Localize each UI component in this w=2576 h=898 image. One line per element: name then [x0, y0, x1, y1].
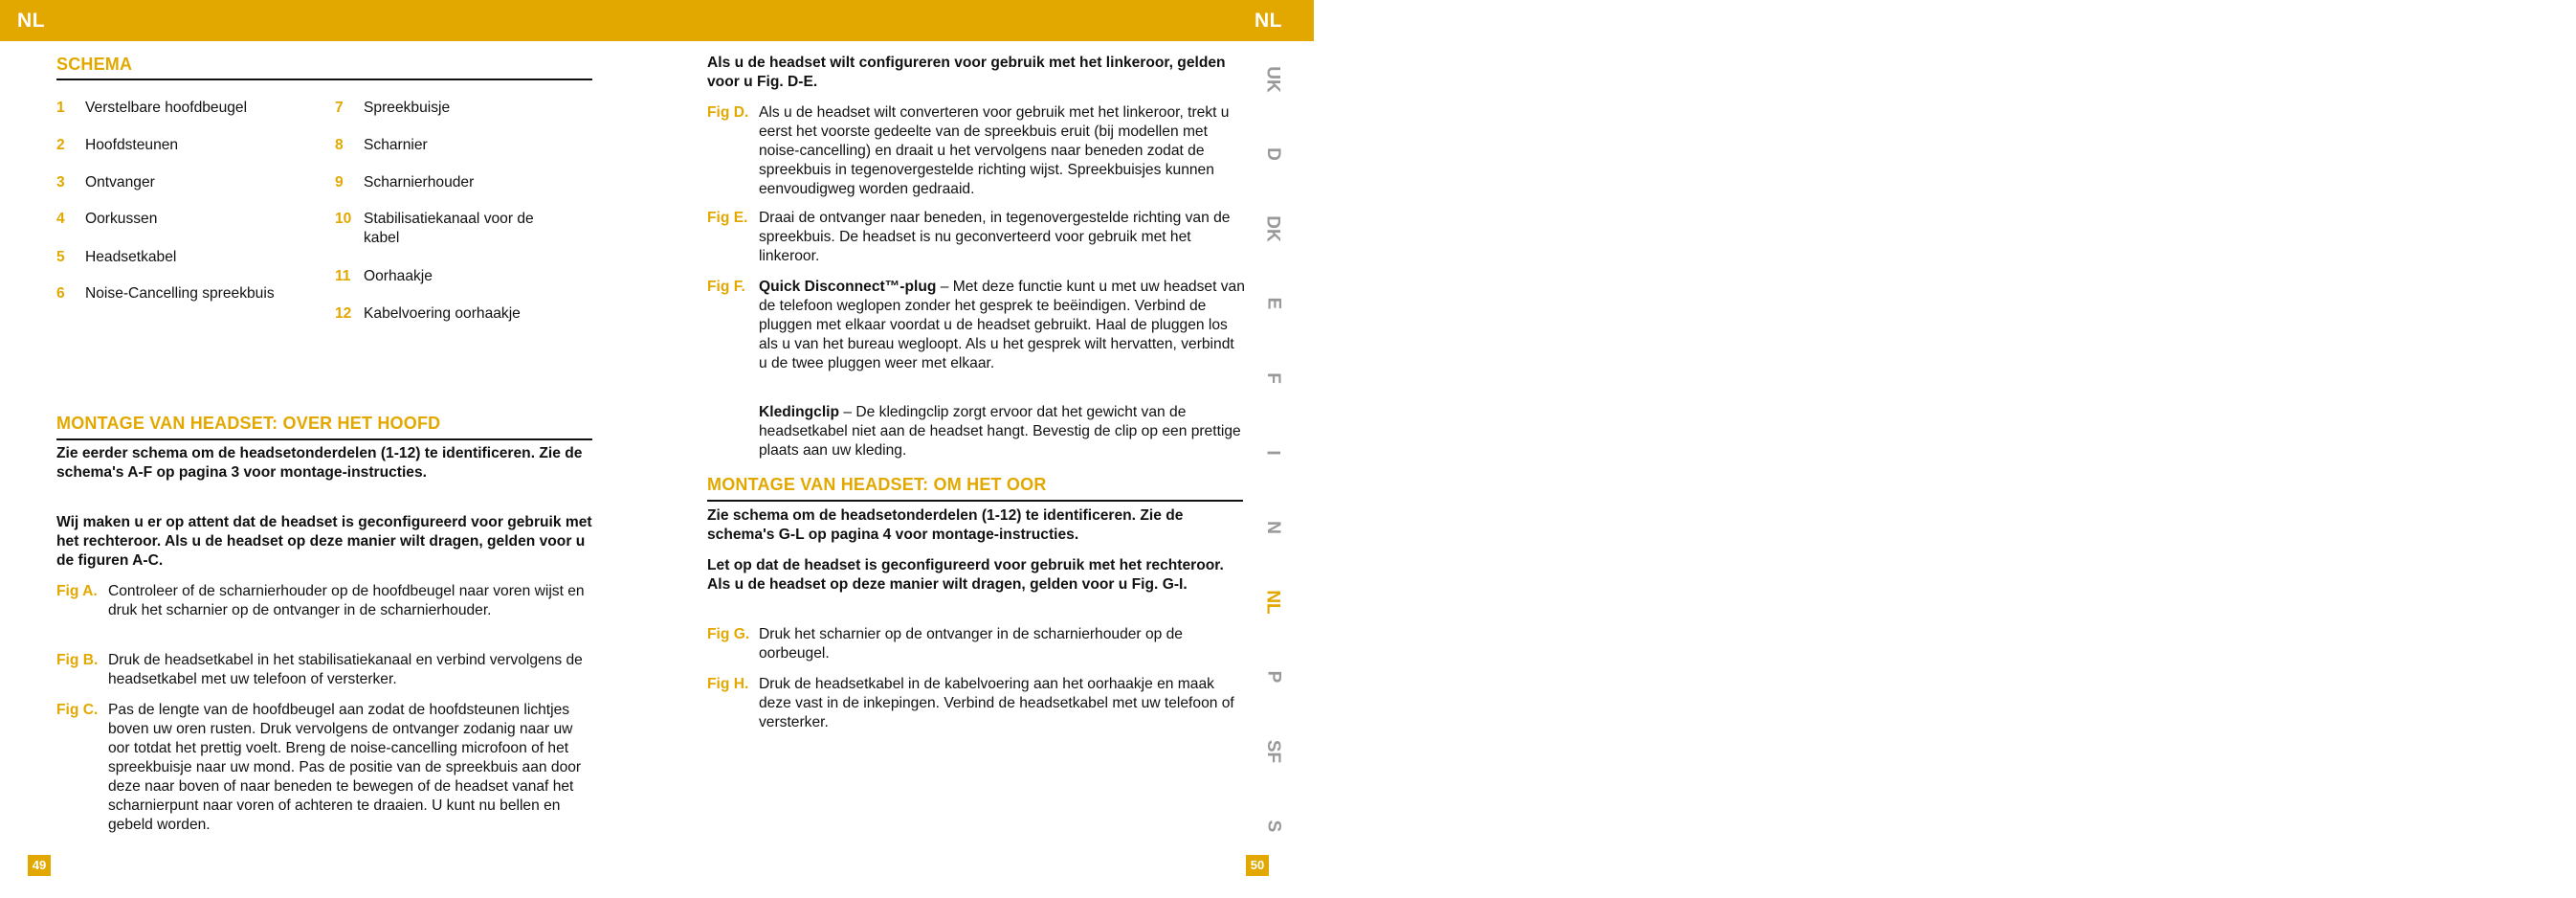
kledingclip-heading: Kledingclip	[759, 404, 840, 420]
lang-tab-nl[interactable]	[1249, 592, 1297, 613]
quick-disconnect-heading: Quick Disconnect™-plug	[759, 279, 937, 295]
kledingclip-para	[759, 403, 1245, 460]
lang-tab-n[interactable]	[1249, 517, 1297, 538]
fig-label: Fig F.	[707, 279, 745, 295]
schema-num: 8	[335, 137, 344, 153]
schema-num: 7	[335, 100, 344, 116]
schema-label: Verstelbare hoofdbeugel	[85, 100, 248, 116]
schema-label: Scharnier	[364, 137, 428, 153]
fig-label: Fig A.	[56, 583, 98, 599]
fig-text: Controleer of de scharnierhouder op de hoofdbeugel naar voren wijst en druk het scharnier op de ontvanger in de scharnierhouder.	[108, 583, 585, 618]
lang-tab-i[interactable]	[1249, 442, 1297, 463]
page-number-right: 50	[1246, 855, 1269, 876]
montage-hoofd-intro2: Wij maken u er op attent dat de headset is geconfigureerd voor gebruik met het rechteroor. Als u de headset op deze manier wilt dragen, gelden voor u de figuren A-C.	[56, 514, 592, 569]
montage-hoofd-intro1: Zie eerder schema om de headsetonderdelen (1-12) te identificeren. Zie de schema's A-F op pagina 3 voor montage-instructies.	[56, 445, 583, 481]
header-bar	[0, 0, 1314, 41]
fig-text: Druk de headsetkabel in het stabilisatiekanaal en verbind vervolgens de headsetkabel met uw telefoon of versterker.	[108, 652, 583, 687]
lang-tab-label: DK	[1262, 215, 1283, 242]
lang-tab-sf[interactable]	[1249, 741, 1297, 762]
fig-text: Pas de lengte van de hoofdbeugel aan zodat de hoofdsteunen lichtjes boven uw oren rusten. Druk vervolgens de ontvanger zodanig naar uw oor totdat het prettig voelt. Breng de noise-cancelling microfoon of het spreekbuisje naar uw mond. Pas de positie van de spreekbuis aan door deze naar boven of naar beneden te bewegen of de headset vanaf het scharnierpunt naar voren of achteren te draaien. U kunt nu bellen en gebeld worden.	[108, 702, 582, 833]
page-number-left: 49	[28, 855, 51, 876]
schema-num: 2	[56, 137, 65, 153]
fig-label: Fig E.	[707, 210, 748, 226]
fig-text: Draai de ontvanger naar beneden, in tegenovergestelde richting van de spreekbuis. De headset is nu geconverteerd voor gebruik met het linkeroor.	[759, 210, 1231, 264]
fig-label: Fig B.	[56, 652, 99, 668]
schema-label: Headsetkabel	[85, 249, 177, 265]
montage-oor-intro1: Zie schema om de headsetonderdelen (1-12) te identificeren. Zie de schema's G-L op pagina 4 voor montage-instructies.	[707, 507, 1184, 543]
schema-num: 4	[56, 211, 65, 227]
lang-tab-s[interactable]	[1249, 816, 1297, 837]
schema-label: Stabilisatiekanaal voor de kabel	[364, 211, 534, 246]
lang-tab-label: NL	[1262, 590, 1283, 615]
fig-label: Fig G.	[707, 626, 750, 642]
schema-num: 6	[56, 285, 65, 302]
lang-tab-e[interactable]	[1249, 293, 1297, 314]
lang-tab-f[interactable]	[1249, 368, 1297, 389]
schema-label: Oorkussen	[85, 211, 158, 227]
fig-text: Druk de headsetkabel in de kabelvoering aan het oorhaakje en maak deze vast in de inkepingen. Verbind de headsetkabel met uw telefoon of versterker.	[759, 676, 1234, 730]
kledingclip-text: – De kledingclip zorgt ervoor dat het gewicht van de headsetkabel niet aan de headset hangt. Bevestig de clip op een prettige plaats aan uw kleding.	[759, 404, 1241, 459]
quick-disconnect-text: – Met deze functie kunt u met uw headset van de telefoon weglopen zonder het gesprek te beëindigen. Verbind de pluggen met elkaar voordat u de headset gebruikt. Haal de pluggen los als u van het bureau wegloopt. Als u het gesprek wilt hervatten, verbindt u de twee pluggen weer met elkaar.	[759, 279, 1245, 371]
lang-tab-p[interactable]	[1249, 666, 1297, 687]
schema-num: 9	[335, 174, 344, 191]
right-intro: Als u de headset wilt configureren voor gebruik met het linkeroor, gelden voor u Fig. D-E.	[707, 55, 1226, 90]
lang-tab-label: P	[1263, 670, 1283, 684]
schema-label: Noise-Cancelling spreekbuis	[85, 285, 275, 302]
lang-tab-label: SF	[1263, 739, 1283, 764]
fig-text: Druk het scharnier op de ontvanger in de scharnierhouder op de oorbeugel.	[759, 626, 1183, 662]
schema-title: SCHEMA	[56, 55, 133, 74]
lang-tab-label: UK	[1262, 66, 1283, 93]
fig-label: Fig C.	[56, 702, 99, 718]
lang-tab-label: N	[1262, 521, 1283, 534]
montage-hoofd-title: MONTAGE VAN HEADSET: OVER HET HOOFD	[56, 414, 441, 433]
lang-tab-label: I	[1263, 450, 1283, 456]
lang-tab-label: D	[1262, 147, 1283, 161]
schema-num: 5	[56, 249, 65, 265]
lang-tab-label: E	[1263, 297, 1283, 310]
schema-num: 3	[56, 174, 65, 191]
fig-text: Als u de headset wilt converteren voor gebruik met het linkeroor, trekt u eerst het voorste gedeelte van de spreekbuis eruit (bij modellen met noise-cancelling) en draait u het vervolgens naar beneden zodat de spreekbuis in tegenovergestelde richting wijst. Spreekbuisjes kunnen eenvoudigweg worden gedraaid.	[759, 104, 1230, 197]
montage-oor-title: MONTAGE VAN HEADSET: OM HET OOR	[707, 475, 1047, 494]
schema-num: 1	[56, 100, 65, 116]
montage-hoofd-rule	[56, 438, 592, 440]
schema-rule	[56, 79, 592, 80]
lang-tab-dk[interactable]	[1249, 215, 1297, 242]
language-side-nav	[1249, 0, 1297, 898]
schema-label: Spreekbuisje	[364, 100, 451, 116]
lang-tab-label: S	[1263, 819, 1283, 833]
schema-num: 10	[335, 211, 352, 227]
schema-label: Scharnierhouder	[364, 174, 475, 191]
lang-tab-d[interactable]	[1249, 144, 1297, 165]
lang-tab-uk[interactable]	[1249, 66, 1297, 93]
header-lang-right: NL	[1255, 10, 1282, 32]
schema-num: 12	[335, 305, 352, 322]
schema-label: Kabelvoering oorhaakje	[364, 305, 521, 322]
schema-num: 11	[335, 268, 351, 284]
montage-oor-rule	[707, 500, 1243, 502]
schema-label: Oorhaakje	[364, 268, 433, 284]
fig-label: Fig D.	[707, 104, 749, 121]
fig-label: Fig H.	[707, 676, 749, 692]
schema-label: Hoofdsteunen	[85, 137, 179, 153]
lang-tab-label: F	[1262, 372, 1283, 384]
montage-oor-intro2: Let op dat de headset is geconfigureerd voor gebruik met het rechteroor. Als u de headset op deze manier wilt dragen, gelden voor u Fig. G-I.	[707, 557, 1224, 593]
header-lang-left: NL	[17, 10, 45, 32]
schema-label: Ontvanger	[85, 174, 155, 191]
fig-text	[759, 278, 1245, 373]
